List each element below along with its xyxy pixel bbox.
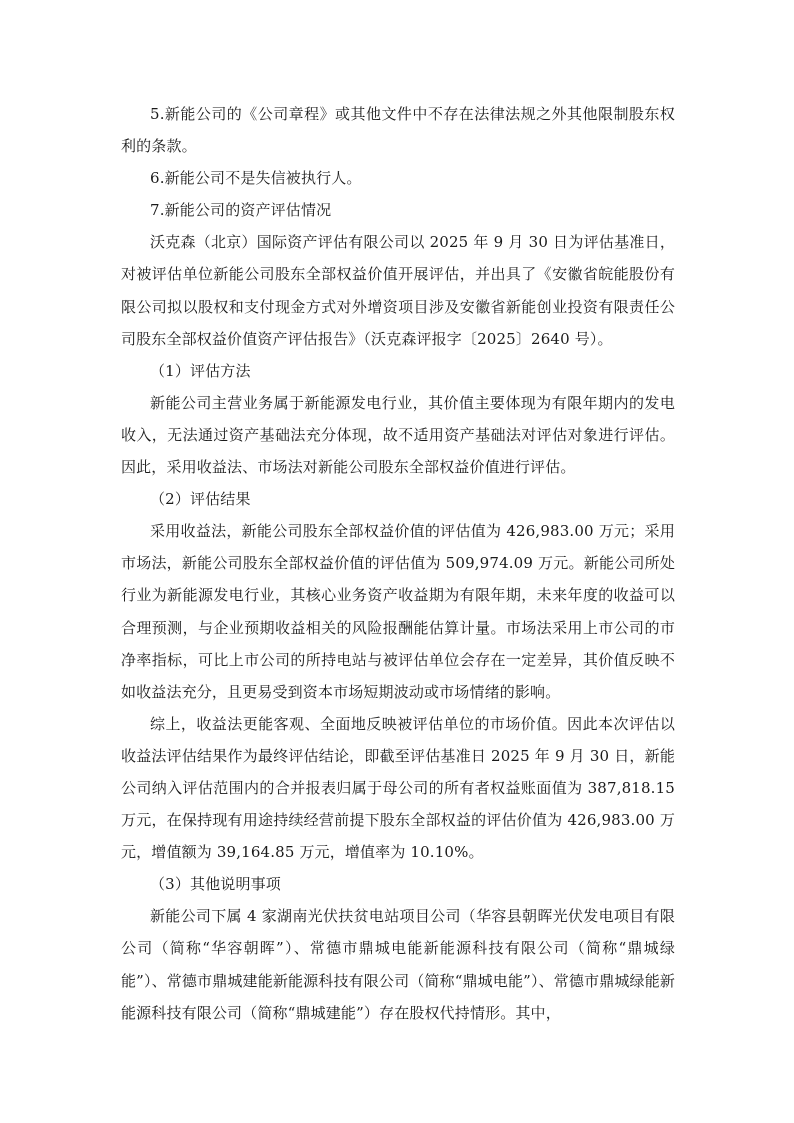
subheading-valuation-method: （1）评估方法	[150, 361, 251, 380]
paragraph-valuation-agency: 沃克森（北京）国际资产评估有限公司以 2025 年 9 月 30 日为评估基准日，对被评估单位新能公司股东全部权益价值开展评估，并出具了《安徽省皖能股份有限公司拟以股权和支付现金方式对外增资项目涉及安徽省新能创业投资有限责任公司股东全部权益价值资产评估报告》（沃克森评报字〔2025〕2640 号）。	[121, 233, 675, 348]
paragraph-articles-of-association: 5.新能公司的《公司章程》或其他文件中不存在法律法规之外其他限制股东权利的条款。	[121, 105, 675, 156]
document-body	[121, 98, 675, 1029]
paragraph-valuation-result: 采用收益法，新能公司股东全部权益价值的评估值为 426,983.00 万元；采用市场法，新能公司股东全部权益价值的评估值为 509,974.09 万元。新能公司所处行业为新能源发电行业，其核心业务资产收益期为有限年期，未来年度的收益可以合理预测，与企业预期收益相关的风险报酬能估算计量。市场法采用上市公司的市净率指标，可比上市公司的所持电站与被评估单位会存在一定差异，其价值反映不如收益法充分，且更易受到资本市场短期波动或市场情绪的影响。	[121, 522, 675, 701]
paragraph-valuation-conclusion: 综上，收益法更能客观、全面地反映被评估单位的市场价值。因此本次评估以收益法评估结果作为最终评估结论，即截至评估基准日 2025 年 9 月 30 日，新能公司纳入评估范围内的合并报表归属于母公司的所有者权益账面值为 387,818.15 万元，在保持现有用途持续经营前提下股东全部权益的评估价值为 426,983.00 万元，增值额为 39,164.85 万元，增值率为 10.10%。	[121, 714, 675, 862]
subheading-other-notes: （3）其他说明事项	[150, 875, 281, 894]
subheading-valuation-result: （2）评估结果	[150, 490, 251, 509]
paragraph-valuation-method: 新能公司主营业务属于新能源发电行业，其价值主要体现为有限年期内的发电收入，无法通过资产基础法充分体现，故不适用资产基础法对评估对象进行评估。因此，采用收益法、市场法对新能公司股东全部权益价值进行评估。	[121, 393, 675, 477]
section-heading-asset-valuation: 7.新能公司的资产评估情况	[150, 201, 332, 220]
paragraph-not-dishonest-debtor: 6.新能公司不是失信被执行人。	[150, 169, 362, 188]
paragraph-other-notes: 新能公司下属 4 家湖南光伏扶贫电站项目公司（华容县朝晖光伏发电项目有限公司（简称“华容朝晖”）、常德市鼎城电能新能源科技有限公司（简称“鼎城绿能”）、常德市鼎城建能新能源科技有限公司（简称“鼎城电能”）、常德市鼎城绿能新能源科技有限公司（简称“鼎城建能”）存在股权代持情形。其中，	[121, 907, 675, 1022]
